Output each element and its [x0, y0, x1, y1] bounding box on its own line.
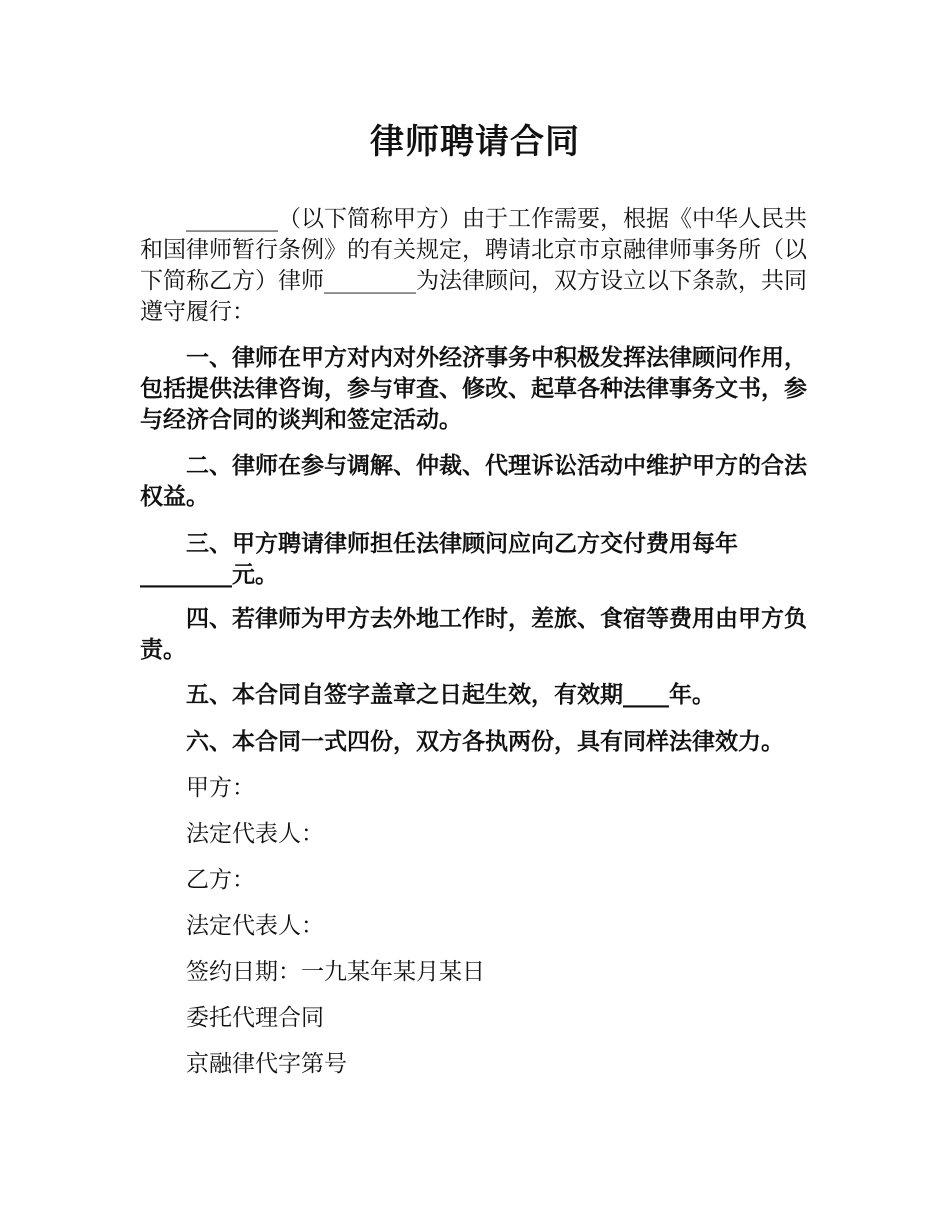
- clause-6: 六、本合同一式四份，双方各执两份，具有同样法律效力。: [186, 729, 784, 755]
- signing-date: 签约日期：一九某年某月某日: [186, 959, 485, 985]
- party-a-label: 甲方：: [186, 775, 255, 801]
- contract-number-label: 京融律代字第号: [186, 1051, 347, 1077]
- clause-1: 一、律师在甲方对内对外经济事务中积极发挥法律顾问作用，包括提供法律咨询，参与审查、修改、起草各种法律事务文书，参与经济合同的谈判和签定活动。: [140, 345, 807, 433]
- party-b-label: 乙方：: [186, 867, 255, 893]
- document-title: 律师聘请合同: [370, 122, 580, 162]
- clause-3: 三、甲方聘请律师担任法律顾问应向乙方交付费用每年________元。: [140, 531, 738, 588]
- clause-2: 二、律师在参与调解、仲裁、代理诉讼活动中维护甲方的合法权益。: [140, 453, 807, 510]
- party-a-representative-label: 法定代表人：: [186, 821, 324, 847]
- clause-4: 四、若律师为甲方去外地工作时，差旅、食宿等费用由甲方负责。: [140, 606, 807, 663]
- intro-paragraph: ________（以下简称甲方）由于工作需要，根据《中华人民共和国律师暂行条例》的有关规定，聘请北京市京融律师事务所（以下简称乙方）律师________为法律顾问，双方设立以下条款，共同遵守履行：: [140, 206, 807, 325]
- clause-5: 五、本合同自签字盖章之日起生效，有效期____年。: [186, 682, 715, 708]
- next-contract-title: 委托代理合同: [186, 1005, 324, 1031]
- party-b-representative-label: 法定代表人：: [186, 913, 324, 939]
